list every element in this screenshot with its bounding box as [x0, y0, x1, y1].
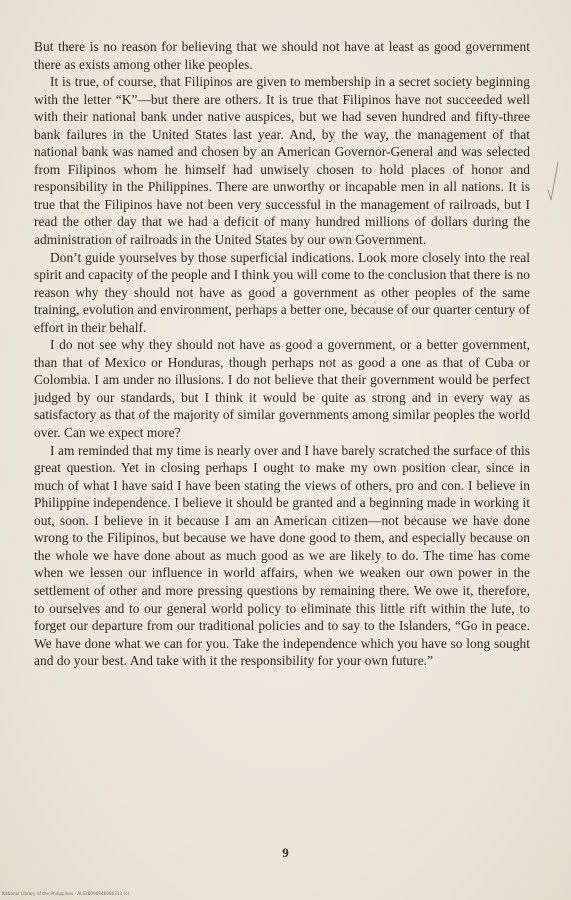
page-number: 9: [282, 845, 289, 860]
body-text: [34, 38, 530, 670]
paragraph: Don’t guide yourselves by those superficial indications. Look more closely into the real spirit and capacity of the people and I think you will come to the conclusion that there is no reason why they should not have as good a government as other peoples of the same training, evolution and environment, perhaps a better one, because of our quarter century of effort in their behalf.: [34, 249, 530, 335]
pencil-check-mark-icon: [547, 160, 559, 206]
library-footer-note: National Library of the Philippines · ALS28096946000313 (c): [2, 891, 130, 896]
paragraph: But there is no reason for believing that we should not have at least as good government there as exists among other like peoples.: [34, 39, 530, 72]
paragraph: I am reminded that my time is nearly over and I have barely scratched the surface of this great question. Yet in closing perhaps I ought to make my own position clear, since in much of what I have said I have been stating the views of others, pro and con. I believe in Philippine independence. I believe it should be granted and a beginning made in working it out, soon. I believe in it because I am an American citizen—not because we have done wrong to the Filipinos, but because we have done good to them, and especially because on the whole we have done about as much good as we are likely to do. The time has come when we lessen our influence in world affairs, when we weaken our own power in the settlement of other and more pressing questions by remaining there. We owe it, therefore, to ourselves and to our general world policy to eliminate this little rift within the lute, to forget our departure from our traditional policies and to say to the Islanders, “Go in peace. We have done what we can for you. Take the independence which you have so long sought and do your best. And take with it the responsibility for your own future.”: [34, 442, 530, 669]
paragraph: It is true, of course, that Filipinos are given to membership in a secret society beginning with the letter “K”—but there are others. It is true that Filipinos have not succeeded well with their national bank under native auspices, but we had seven hundred and fifty-three bank failures in the United States last year. And, by the way, the management of that national bank was named and chosen by an American Governor-General and was selected from Filipinos whom he himself had unwisely chosen to hold places of honor and responsibility in the Philippines. There are unworthy or incapable men in all nations. It is true that the Filipinos have not been very successful in the management of railroads, but I read the other day that we had a deficit of many hundred millions of dollars during the administration of railroads in the United States by our own Government.: [34, 74, 530, 248]
paragraph: I do not see why they should not have as good a government, or a better government, than that of Mexico or Honduras, though perhaps not as good a one as that of Cuba or Colombia. I am under no illusions. I do not believe that their government would be perfect judged by our standards, but I think it would be quite as strong and in every way as satisfactory as that of the majority of similar governments among similar peoples the world over. Can we expect more?: [34, 337, 530, 441]
